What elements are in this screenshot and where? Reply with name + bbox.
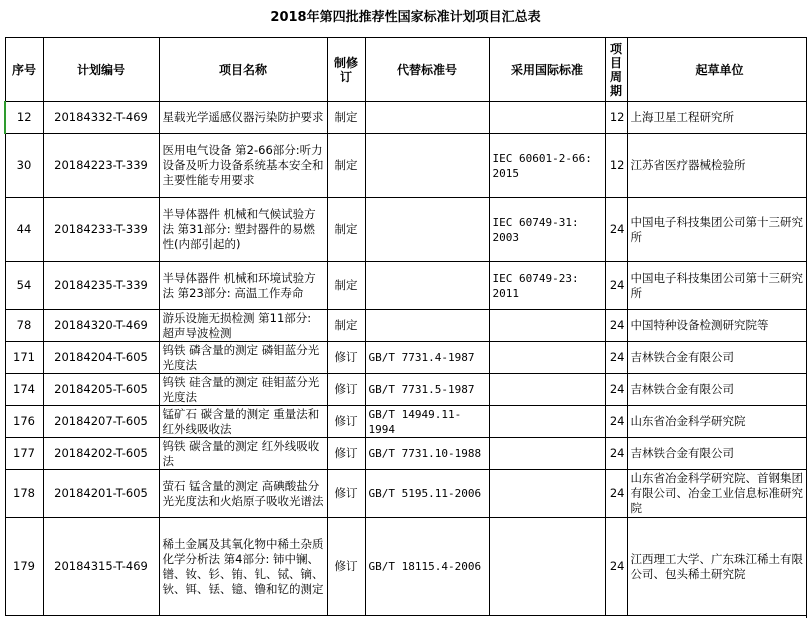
- cell-drafter[interactable]: 中国特种设备检测研究院等: [627, 310, 811, 342]
- cell-intl[interactable]: [489, 310, 605, 342]
- cell-drafter[interactable]: 山东省冶金科学研究院: [627, 406, 811, 438]
- cell-seq[interactable]: 78: [5, 310, 43, 342]
- cell-name[interactable]: 半导体器件 机械和气候试验方法 第31部分: 塑封器件的易燃性(内部引起的): [159, 198, 327, 262]
- cell-revise[interactable]: 制定: [327, 134, 365, 198]
- cell-plan-no[interactable]: 20184233-T-339: [43, 198, 159, 262]
- col-plan-no-header[interactable]: 计划编号: [43, 38, 159, 102]
- table-body: [5, 102, 811, 616]
- cell-plan-no[interactable]: 20184207-T-605: [43, 406, 159, 438]
- cell-name[interactable]: 医用电气设备 第2-66部分:听力设备及听力设备系统基本安全和主要性能专用要求: [159, 134, 327, 198]
- cell-seq[interactable]: 176: [5, 406, 43, 438]
- cell-plan-no[interactable]: 20184205-T-605: [43, 374, 159, 406]
- cell-replace[interactable]: GB/T 14949.11-1994: [365, 406, 489, 438]
- cell-plan-no[interactable]: 20184204-T-605: [43, 342, 159, 374]
- cell-name[interactable]: 锰矿石 碳含量的测定 重量法和红外线吸收法: [159, 406, 327, 438]
- table-row[interactable]: [5, 518, 811, 616]
- table-row[interactable]: [5, 374, 811, 406]
- cell-drafter[interactable]: 吉林铁合金有限公司: [627, 438, 811, 470]
- cell-drafter[interactable]: 江苏省医疗器械检验所: [627, 134, 811, 198]
- cell-plan-no[interactable]: 20184202-T-605: [43, 438, 159, 470]
- cell-replace[interactable]: GB/T 5195.11-2006: [365, 470, 489, 518]
- cell-revise[interactable]: 制定: [327, 102, 365, 134]
- cell-period[interactable]: 12: [605, 134, 627, 198]
- cell-revise[interactable]: 修订: [327, 518, 365, 616]
- cell-seq[interactable]: 177: [5, 438, 43, 470]
- cell-seq[interactable]: 171: [5, 342, 43, 374]
- cell-seq[interactable]: 30: [5, 134, 43, 198]
- cell-name[interactable]: 稀土金属及其氧化物中稀土杂质化学分析法 第4部分: 铈中镧、镨、钕、钐、铕、钆、铽、镝、钬、铒、铥、镱、镥和钇的测定: [159, 518, 327, 616]
- cell-period[interactable]: 24: [605, 262, 627, 310]
- col-revise-header[interactable]: 制修订: [327, 38, 365, 102]
- cell-replace[interactable]: [365, 262, 489, 310]
- table-row[interactable]: [5, 342, 811, 374]
- cell-replace[interactable]: GB/T 7731.10-1988: [365, 438, 489, 470]
- cell-revise[interactable]: 制定: [327, 198, 365, 262]
- cell-replace[interactable]: GB/T 18115.4-2006: [365, 518, 489, 616]
- cell-revise[interactable]: 修订: [327, 438, 365, 470]
- cell-intl[interactable]: [489, 342, 605, 374]
- cell-seq[interactable]: 12: [5, 102, 43, 134]
- table-row[interactable]: [5, 406, 811, 438]
- col-seq-header[interactable]: 序号: [5, 38, 43, 102]
- cell-replace[interactable]: [365, 134, 489, 198]
- table-row[interactable]: [5, 198, 811, 262]
- cell-name[interactable]: 游乐设施无损检测 第11部分: 超声导波检测: [159, 310, 327, 342]
- cell-intl[interactable]: [489, 438, 605, 470]
- cell-period[interactable]: 24: [605, 518, 627, 616]
- cell-intl[interactable]: [489, 102, 605, 134]
- cell-revise[interactable]: 修订: [327, 406, 365, 438]
- page-title: 2018年第四批推荐性国家标准计划项目汇总表: [270, 10, 541, 25]
- cell-period[interactable]: 12: [605, 102, 627, 134]
- standards-table: [4, 37, 811, 616]
- cell-name[interactable]: 星载光学遥感仪器污染防护要求: [159, 102, 327, 134]
- cell-drafter[interactable]: 吉林铁合金有限公司: [627, 342, 811, 374]
- cell-revise[interactable]: 修订: [327, 342, 365, 374]
- cell-period[interactable]: 24: [605, 342, 627, 374]
- cell-period[interactable]: 24: [605, 406, 627, 438]
- col-intl-header[interactable]: 采用国际标准: [489, 38, 605, 102]
- cell-plan-no[interactable]: 20184315-T-469: [43, 518, 159, 616]
- cell-drafter[interactable]: 山东省冶金科学研究院、首钢集团有限公司、冶金工业信息标准研究院: [627, 470, 811, 518]
- cell-plan-no[interactable]: 20184320-T-469: [43, 310, 159, 342]
- table-row[interactable]: [5, 470, 811, 518]
- col-period-header[interactable]: 项目周期: [605, 38, 627, 102]
- cell-replace[interactable]: GB/T 7731.4-1987: [365, 342, 489, 374]
- cell-drafter[interactable]: 江西理工大学、广东珠江稀土有限公司、包头稀土研究院: [627, 518, 811, 616]
- cell-period[interactable]: 24: [605, 438, 627, 470]
- cell-period[interactable]: 24: [605, 470, 627, 518]
- cell-period[interactable]: 24: [605, 310, 627, 342]
- cell-name[interactable]: 钨铁 碳含量的测定 红外线吸收法: [159, 438, 327, 470]
- cell-revise[interactable]: 制定: [327, 262, 365, 310]
- cell-name[interactable]: 钨铁 硅含量的测定 硅钼蓝分光光度法: [159, 374, 327, 406]
- cell-plan-no[interactable]: 20184223-T-339: [43, 134, 159, 198]
- cell-replace[interactable]: [365, 310, 489, 342]
- cell-replace[interactable]: GB/T 7731.5-1987: [365, 374, 489, 406]
- cell-plan-no[interactable]: 20184235-T-339: [43, 262, 159, 310]
- cell-intl[interactable]: IEC 60749-31: 2003: [489, 198, 605, 262]
- cell-revise[interactable]: 修订: [327, 374, 365, 406]
- cell-plan-no[interactable]: 20184201-T-605: [43, 470, 159, 518]
- table-row[interactable]: [5, 102, 811, 134]
- table-row[interactable]: [5, 262, 811, 310]
- cell-intl[interactable]: [489, 406, 605, 438]
- cell-drafter[interactable]: 中国电子科技集团公司第十三研究所: [627, 262, 811, 310]
- cell-seq[interactable]: 44: [5, 198, 43, 262]
- cell-replace[interactable]: [365, 198, 489, 262]
- cell-intl[interactable]: [489, 374, 605, 406]
- cell-period[interactable]: 24: [605, 374, 627, 406]
- cell-seq[interactable]: 174: [5, 374, 43, 406]
- cell-intl[interactable]: IEC 60601-2-66: 2015: [489, 134, 605, 198]
- table-row[interactable]: [5, 310, 811, 342]
- scroll-edge: [806, 37, 811, 618]
- cell-intl[interactable]: [489, 518, 605, 616]
- table-row[interactable]: [5, 438, 811, 470]
- cell-seq[interactable]: 179: [5, 518, 43, 616]
- cell-drafter[interactable]: 中国电子科技集团公司第十三研究所: [627, 198, 811, 262]
- header-row: [5, 38, 811, 102]
- cell-drafter[interactable]: 上海卫星工程研究所: [627, 102, 811, 134]
- col-drafter-header[interactable]: 起草单位: [627, 38, 811, 102]
- cell-name[interactable]: 半导体器件 机械和环境试验方法 第23部分: 高温工作寿命: [159, 262, 327, 310]
- cell-seq[interactable]: 54: [5, 262, 43, 310]
- col-name-header[interactable]: 项目名称: [159, 38, 327, 102]
- cell-name[interactable]: 钨铁 磷含量的测定 磷钼蓝分光光度法: [159, 342, 327, 374]
- cell-drafter[interactable]: 吉林铁合金有限公司: [627, 374, 811, 406]
- cell-intl[interactable]: IEC 60749-23: 2011: [489, 262, 605, 310]
- cell-plan-no[interactable]: 20184332-T-469: [43, 102, 159, 134]
- cell-seq[interactable]: 178: [5, 470, 43, 518]
- cell-name[interactable]: 萤石 锰含量的测定 高碘酸盐分光光度法和火焰原子吸收光谱法: [159, 470, 327, 518]
- cell-revise[interactable]: 修订: [327, 470, 365, 518]
- cell-period[interactable]: 24: [605, 198, 627, 262]
- table-row[interactable]: [5, 134, 811, 198]
- cell-revise[interactable]: 制定: [327, 310, 365, 342]
- col-replace-header[interactable]: 代替标准号: [365, 38, 489, 102]
- cell-intl[interactable]: [489, 470, 605, 518]
- cell-replace[interactable]: [365, 102, 489, 134]
